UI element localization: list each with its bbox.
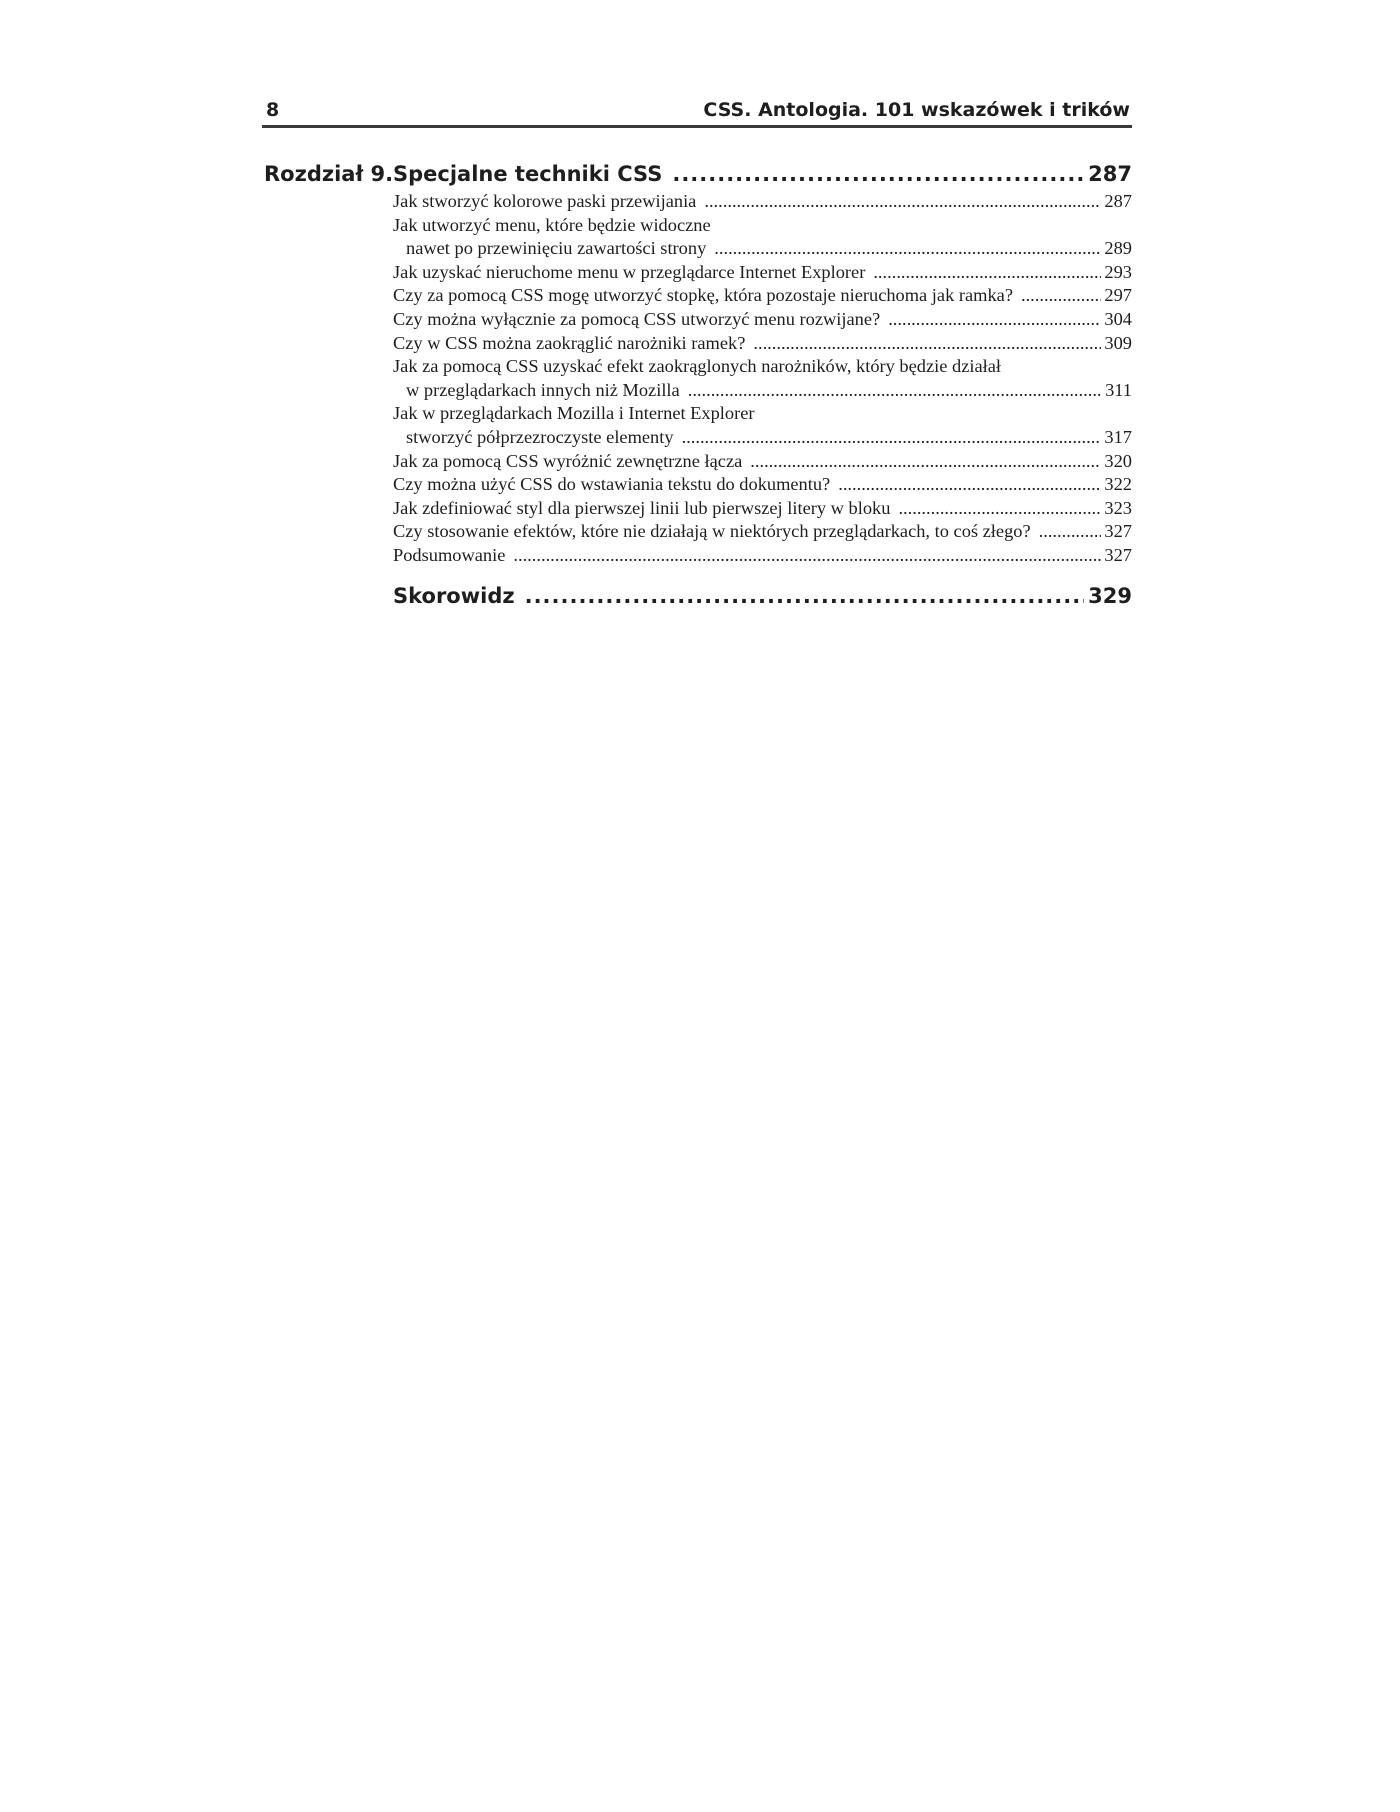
dot-leader [888, 308, 1101, 332]
toc-entry-title: stworzyć półprzezroczyste elementy [406, 426, 674, 447]
toc-entry-line [393, 308, 1132, 332]
index-title: Skorowidz [393, 583, 515, 608]
toc-entry-page: 327 [1104, 544, 1132, 565]
toc-entry-line [393, 332, 1132, 356]
book-title: CSS. Antologia. 101 wskazówek i trików [703, 99, 1130, 121]
toc-entry [393, 402, 1132, 449]
chapter-label: Rozdział 9. [264, 162, 394, 186]
dot-leader [750, 450, 1101, 474]
toc-entry-title: Czy stosowanie efektów, które nie działają w niektórych przeglądarkach, to coś złego? [393, 521, 1031, 542]
toc-entry-line [393, 473, 1132, 497]
dot-leader [513, 544, 1101, 568]
dot-leader [704, 190, 1101, 214]
toc-entry [393, 214, 1132, 261]
dot-leader [1039, 520, 1102, 544]
toc-entry-title: Jak w przeglądarkach Mozilla i Internet Explorer [393, 403, 755, 424]
toc-entry [393, 308, 1132, 332]
dot-leader [898, 497, 1101, 521]
dot-leader [873, 261, 1101, 285]
toc-entry-title: Jak stworzyć kolorowe paski przewijania [393, 191, 697, 211]
dot-leader [1021, 284, 1101, 308]
toc-entry [393, 450, 1132, 474]
index-heading [393, 584, 1132, 612]
index-page: 329 [1088, 583, 1132, 608]
toc-entry [393, 520, 1132, 544]
toc-entry-title: Jak uzyskać nieruchome menu w przeglądarce Internet Explorer [393, 261, 866, 282]
dot-leader [838, 473, 1101, 497]
toc-entry-list [393, 190, 1132, 568]
toc-entry [393, 190, 1132, 214]
toc-entry-title: Czy za pomocą CSS mogę utworzyć stopkę, która pozostaje nieruchoma jak ramka? [393, 285, 1013, 306]
dot-leader [672, 162, 1084, 186]
toc-entry-line [393, 355, 1132, 379]
toc-entry-page: 309 [1104, 332, 1132, 353]
toc-entry-page: 327 [1104, 521, 1132, 542]
dot-leader [753, 332, 1101, 356]
toc-entry [393, 332, 1132, 356]
toc-entry-page: 293 [1104, 261, 1132, 282]
toc-entry-line [393, 544, 1132, 568]
toc-entry-title: Jak za pomocą CSS wyróżnić zewnętrzne łącza [393, 450, 743, 471]
toc-entry-line [393, 379, 1132, 403]
toc-entry-title: w przeglądarkach innych niż Mozilla [406, 379, 680, 400]
dot-leader [688, 379, 1102, 403]
toc-entry-line [393, 284, 1132, 308]
toc-entry-page: 322 [1104, 474, 1132, 495]
toc-entry-page: 320 [1104, 450, 1132, 471]
toc-entry-line [393, 520, 1132, 544]
toc-body [393, 162, 1132, 612]
toc-entry-title: Czy można wyłącznie za pomocą CSS utworzyć menu rozwijane? [393, 308, 881, 329]
toc-entry-page: 304 [1104, 308, 1132, 329]
dot-leader [525, 584, 1085, 608]
toc-entry-page: 297 [1104, 285, 1132, 306]
dot-leader [682, 426, 1102, 450]
toc-entry-line [393, 214, 1132, 238]
toc-entry [393, 473, 1132, 497]
toc-entry-page: 323 [1104, 497, 1132, 518]
toc-entry-line [393, 497, 1132, 521]
chapter-page: 287 [1088, 162, 1132, 186]
toc-entry-title: Jak za pomocą CSS uzyskać efekt zaokrąglonych narożników, który będzie działał [393, 356, 1002, 377]
toc-entry-page: 287 [1104, 191, 1132, 211]
chapter-heading [393, 162, 1132, 190]
toc-entry-line [393, 261, 1132, 285]
toc-entry-line [393, 402, 1132, 426]
toc-entry-title: Jak zdefiniować styl dla pierwszej linii lub pierwszej litery w bloku [393, 497, 891, 518]
toc-entry-line [393, 237, 1132, 261]
toc-entry-title: Czy można użyć CSS do wstawiania tekstu do dokumentu? [393, 474, 831, 495]
toc-entry-line [393, 450, 1132, 474]
toc-entry-line [393, 426, 1132, 450]
running-header [262, 95, 1132, 128]
toc-entry [393, 284, 1132, 308]
toc-entry [393, 497, 1132, 521]
toc-entry-page: 289 [1104, 238, 1132, 259]
toc-entry-title: nawet po przewinięciu zawartości strony [406, 238, 707, 259]
toc-entry-title: Podsumowanie [393, 544, 506, 565]
toc-entry-page: 317 [1104, 426, 1132, 447]
page-number: 8 [266, 99, 280, 121]
dot-leader [714, 237, 1101, 261]
toc-entry [393, 544, 1132, 568]
toc-entry [393, 355, 1132, 402]
chapter-title: Specjalne techniki CSS [393, 162, 663, 186]
toc-entry-title: Jak utworzyć menu, które będzie widoczne [393, 214, 711, 235]
toc-entry-line [393, 190, 1132, 214]
toc-entry-title: Czy w CSS można zaokrąglić narożniki ramek? [393, 332, 746, 353]
toc-entry-page: 311 [1105, 379, 1132, 400]
toc-entry [393, 261, 1132, 285]
